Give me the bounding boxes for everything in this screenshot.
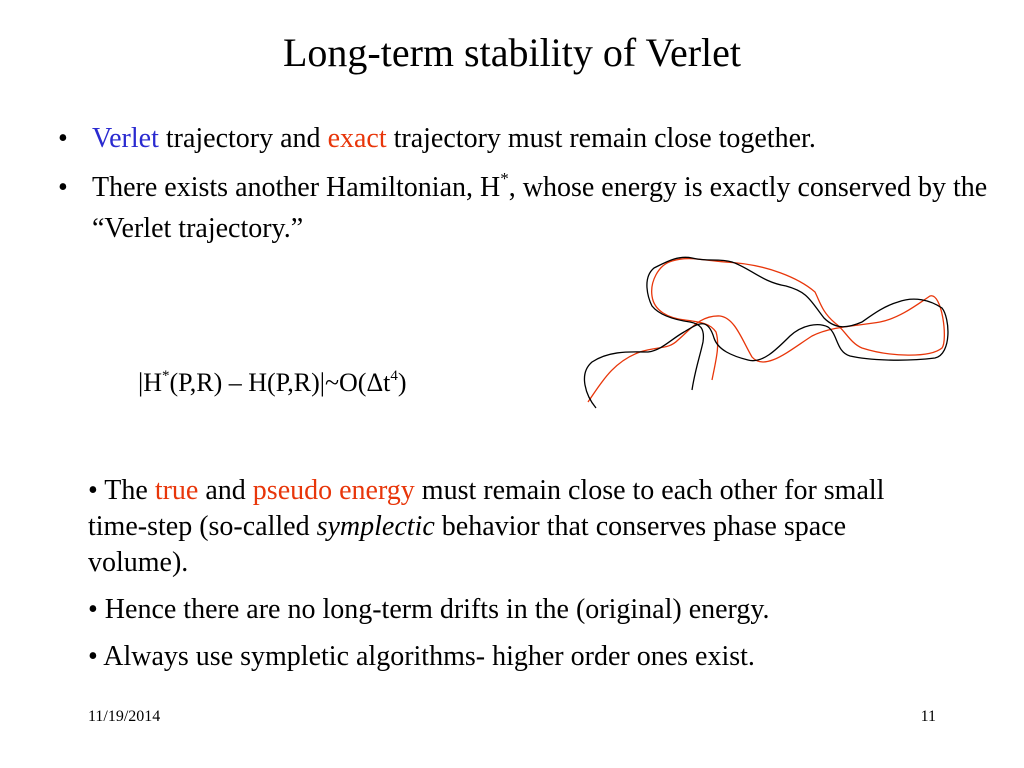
true-word: true — [154, 475, 199, 506]
pseudo-energy-word: pseudo energy — [252, 475, 415, 506]
point1-text-b: behavior that conserves phase space volume). — [88, 511, 847, 578]
formula-part1: |H — [138, 368, 162, 397]
bullet-hamiltonian — [58, 167, 988, 249]
verlet-word: Verlet — [92, 123, 159, 154]
bullet2-superscript: * — [500, 169, 509, 188]
bullet1-text-b: trajectory must remain close together. — [386, 123, 816, 154]
symplectic-word: symplectic — [316, 511, 435, 542]
bullet2-text-b: , whose energy is exactly conserved by the “Verlet trajectory.” — [92, 172, 988, 244]
point-symplectic — [88, 473, 948, 581]
bullet-dot: • — [58, 123, 68, 154]
and-word: and — [198, 475, 253, 506]
bullet-verlet-exact — [58, 118, 988, 159]
formula-sup-star: * — [161, 368, 170, 384]
point-no-drift: • Hence there are no long-term drifts in the (original) energy. — [88, 594, 770, 625]
point1-text-a: must remain close to each other for small time-step (so-called — [88, 475, 885, 542]
exact-word: exact — [327, 123, 387, 154]
footer-page-number: 11 — [920, 708, 936, 725]
formula-sup-four: 4 — [390, 368, 398, 384]
energy-error-formula — [138, 365, 407, 401]
bullet-dot: • — [58, 172, 68, 203]
bullet1-text-a: trajectory and — [158, 123, 328, 154]
point1-lead: • The — [88, 475, 155, 506]
bullet-list — [58, 118, 988, 257]
formula-part3: ) — [397, 368, 407, 397]
footer-date: 11/19/2014 — [88, 708, 161, 725]
point-sympletic-algorithms: • Always use sympletic algorithms- higher order ones exist. — [88, 641, 755, 672]
key-points — [88, 473, 948, 686]
trajectory-sketch — [575, 250, 960, 415]
verlet-trajectory-curve — [584, 257, 947, 408]
formula-part2: (P,R) – H(P,R)|~O(Δt — [169, 368, 391, 397]
bullet2-text-a: There exists another Hamiltonian, H — [92, 172, 501, 203]
slide-title: Long-term stability of Verlet — [282, 30, 742, 75]
